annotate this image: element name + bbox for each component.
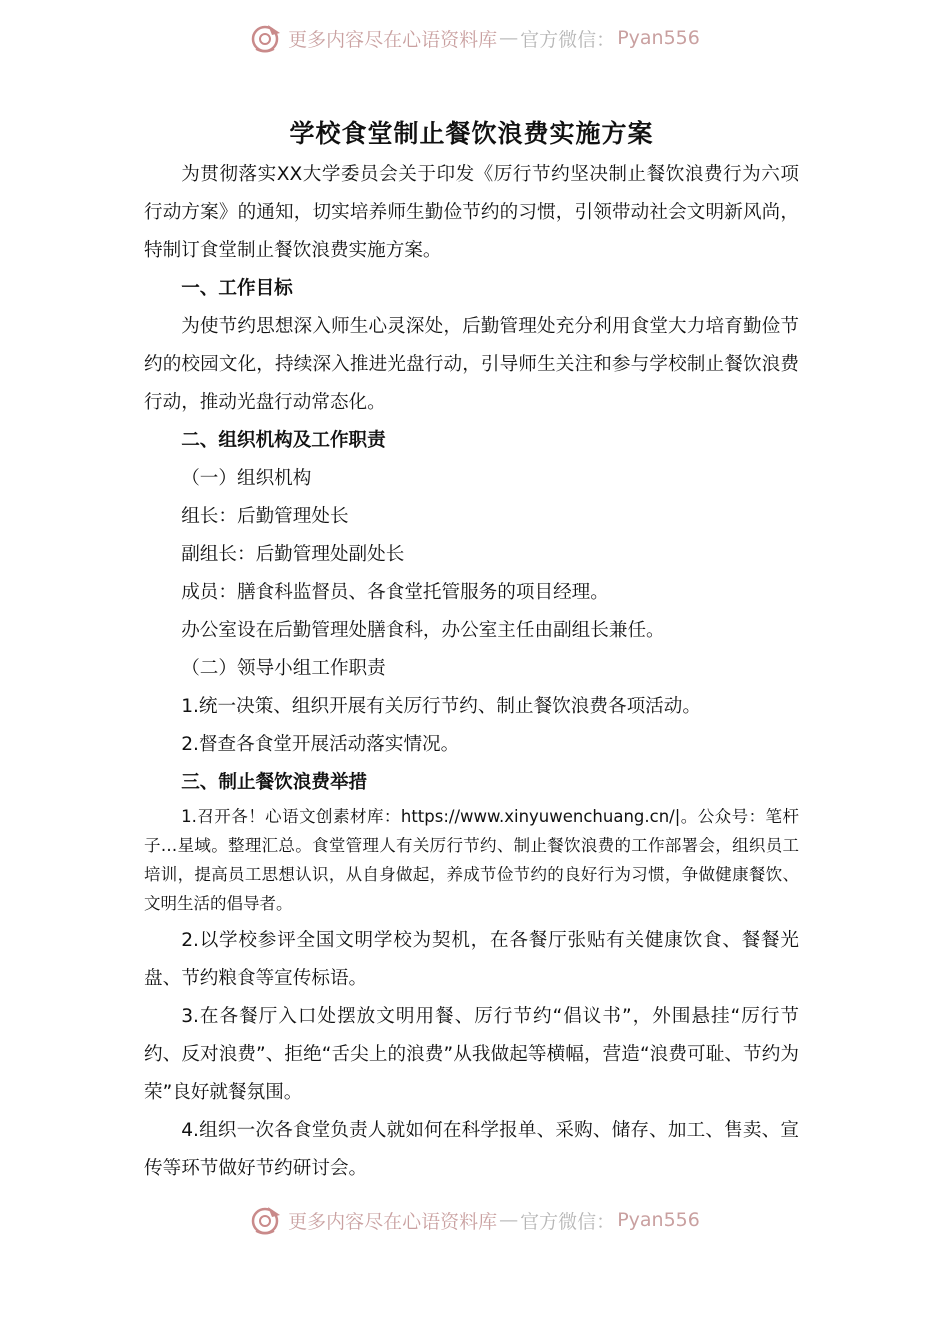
measure-item: 1.召开各！心语文创素材库：https://www.xinyuwenchuang.cn/|。公众号：笔杆子…星域。整理汇总。食堂管理人有关厉行节约、制止餐饮浪费的工作部署会，组织员工培训，提高员工思想认识，从自身做起，养成节俭节约的良好行为习惯，争做健康餐饮、文明生活的倡导者。	[144, 807, 799, 913]
watermark-separator: —	[499, 27, 519, 49]
document-title: 学校食堂制止餐饮浪费实施方案	[289, 119, 654, 148]
measure-item: 2.以学校参评全国文明学校为契机，在各餐厅张贴有关健康饮食、餐餐光盘、节约粮食等宣传标语。	[144, 930, 799, 989]
section-heading-goals: 一、工作目标	[181, 278, 293, 299]
goals-paragraph: 为使节约思想深入师生心灵深处，后勤管理处充分利用食堂大力培育勤俭节约的校园文化，持续深入推进光盘行动，引导师生关注和参与学校制止餐饮浪费行动，推动光盘行动常态化。	[144, 316, 799, 413]
watermark-wechat-label: 官方微信：	[520, 28, 616, 51]
section-heading-organization: 二、组织机构及工作职责	[181, 430, 386, 451]
deputy-leader-line: 副组长：后勤管理处副处长	[181, 544, 405, 565]
duty-item: 2.督查各食堂开展活动落实情况。	[181, 734, 460, 755]
document-body	[144, 112, 799, 1188]
watermark-wechat-id: Pyan556	[617, 1209, 700, 1231]
brand-logo-icon	[250, 1203, 284, 1237]
subheading-duties: （二）领导小组工作职责	[181, 658, 386, 679]
duty-item: 1.统一决策、组织开展有关厉行节约、制止餐饮浪费各项活动。	[181, 696, 701, 717]
subheading-organization: （一）组织机构	[181, 468, 312, 489]
brand-logo-icon	[250, 21, 284, 55]
watermark-wechat-label: 官方微信：	[520, 1210, 616, 1233]
footer-watermark	[0, 1200, 950, 1240]
intro-paragraph: 为贯彻落实XX大学委员会关于印发《厉行节约坚决制止餐饮浪费行为六项行动方案》的通知，切实培养师生勤俭节约的习惯，引领带动社会文明新风尚，特制订食堂制止餐饮浪费实施方案。	[144, 164, 799, 261]
watermark-separator: —	[499, 1209, 519, 1231]
measure-item: 3.在各餐厅入口处摆放文明用餐、厉行节约“倡议书”，外围悬挂“厉行节约、反对浪费”、拒绝“舌尖上的浪费”从我做起等横幅，营造“浪费可耻、节约为荣”良好就餐氛围。	[144, 1006, 799, 1103]
office-line: 办公室设在后勤管理处膳食科，办公室主任由副组长兼任。	[181, 620, 665, 641]
watermark-text: 更多内容尽在心语资料库	[288, 28, 498, 51]
leader-line: 组长：后勤管理处长	[181, 506, 349, 527]
measure-item: 4.组织一次各食堂负责人就如何在科学报单、采购、储存、加工、售卖、宣传等环节做好节约研讨会。	[144, 1120, 799, 1179]
header-watermark	[0, 18, 950, 58]
members-line: 成员：膳食科监督员、各食堂托管服务的项目经理。	[181, 582, 609, 603]
watermark-text: 更多内容尽在心语资料库	[288, 1210, 498, 1233]
section-heading-measures: 三、制止餐饮浪费举措	[181, 772, 368, 793]
watermark-wechat-id: Pyan556	[617, 27, 700, 49]
